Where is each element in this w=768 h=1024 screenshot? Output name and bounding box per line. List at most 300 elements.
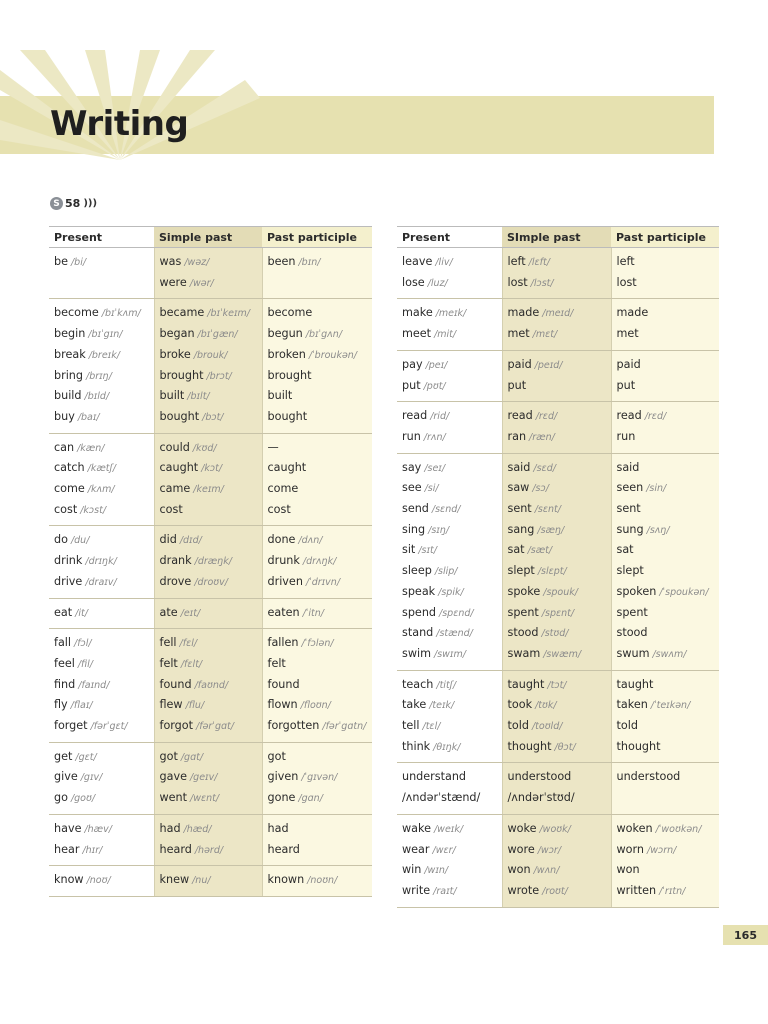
verb-line — [508, 644, 606, 665]
verb-form: sing — [402, 522, 426, 536]
verb-line — [402, 458, 497, 479]
verb-line — [617, 881, 715, 902]
verb-form: stood — [507, 626, 539, 640]
verb-form: was — [159, 255, 182, 268]
verb-line — [268, 675, 368, 696]
pronunciation: /keɪm/ — [193, 484, 224, 496]
verb-form: think — [402, 739, 431, 753]
verb-line — [508, 623, 606, 644]
pronunciation: /peɪd/ — [534, 359, 563, 371]
verb-form: build — [54, 389, 82, 403]
cell-past-participle — [611, 763, 719, 814]
verb-line — [402, 716, 497, 737]
verb-line — [508, 716, 606, 737]
verb-line — [402, 788, 497, 809]
verb-line — [54, 273, 149, 293]
verb-line — [402, 623, 497, 644]
verb-line — [160, 716, 257, 737]
verb-form: take — [402, 698, 427, 712]
pronunciation: /hərd/ — [194, 844, 224, 856]
cell-present — [397, 299, 502, 350]
verb-form: written — [616, 883, 657, 897]
verb-form: began — [159, 327, 195, 341]
cell-simple-past — [502, 670, 611, 763]
verb-line — [160, 303, 257, 324]
verb-line — [508, 499, 606, 520]
verb-form: told — [507, 719, 529, 733]
verb-form: took — [507, 698, 533, 712]
pronunciation: /wɛr/ — [432, 844, 456, 856]
pronunciation: /sɛnd/ — [431, 504, 461, 516]
verb-form: been — [267, 255, 296, 268]
verb-form: break — [54, 347, 86, 361]
verb-form: taught — [616, 677, 654, 691]
verb-form: stood — [616, 626, 648, 640]
pronunciation: /ˈfɔlən/ — [301, 638, 334, 650]
verb-form: lost — [616, 275, 637, 289]
verb-form: taken — [616, 698, 648, 712]
pronunciation: /fil/ — [77, 658, 94, 670]
verb-line — [268, 273, 368, 293]
pronunciation: /slip/ — [434, 566, 458, 578]
verb-form: drink — [54, 554, 83, 568]
verb-line — [402, 376, 497, 397]
verb-line — [508, 695, 606, 716]
verb-form: driven — [267, 574, 303, 588]
verb-form: forgotten — [267, 719, 320, 733]
cell-simple-past — [154, 433, 262, 526]
pronunciation: /fərˈgɑt/ — [196, 721, 234, 733]
pronunciation: /kætʃ/ — [87, 463, 116, 475]
pronunciation: /noʊn/ — [307, 875, 338, 887]
verb-form: were — [159, 275, 187, 289]
verb-line — [268, 458, 368, 479]
verb-form: done — [267, 533, 296, 547]
verb-line — [160, 551, 257, 572]
verb-line — [54, 603, 149, 624]
verb-line — [617, 427, 715, 448]
verb-form: gone — [267, 791, 296, 805]
verb-line — [617, 603, 715, 624]
verb-line — [268, 479, 368, 500]
pronunciation: /rid/ — [430, 411, 450, 423]
verb-line — [160, 767, 257, 788]
verb-form: drank — [159, 554, 192, 568]
cell-present — [49, 248, 154, 299]
sound-waves-icon: ))) — [83, 198, 98, 209]
pronunciation: /sɛnt/ — [534, 504, 561, 516]
verb-line — [508, 427, 606, 448]
verb-form: sang — [507, 522, 535, 536]
pronunciation: /wɛnt/ — [190, 793, 220, 805]
verb-line — [54, 407, 149, 428]
pronunciation: /wər/ — [189, 277, 214, 289]
pronunciation: /bɔt/ — [202, 411, 224, 423]
verb-form: get — [54, 749, 73, 763]
verb-line — [402, 644, 497, 665]
verb-form: paid — [616, 357, 641, 371]
pronunciation: /spɛnd/ — [439, 607, 474, 619]
verb-line — [402, 520, 497, 541]
verb-line — [160, 788, 257, 809]
verb-form: wore — [507, 842, 535, 856]
verb-form: — — [267, 440, 279, 454]
verb-line — [268, 303, 368, 324]
verb-line — [402, 603, 497, 624]
verb-form: see — [402, 481, 422, 495]
cell-present — [397, 670, 502, 763]
verb-line — [402, 819, 497, 840]
verb-line — [160, 324, 257, 345]
cell-present — [49, 866, 154, 897]
verb-line — [402, 499, 497, 520]
verb-line — [402, 561, 497, 582]
pronunciation: /meɪk/ — [435, 308, 467, 320]
verb-line — [617, 303, 715, 324]
verb-line — [268, 252, 368, 273]
verb-form: understood — [507, 770, 572, 784]
verb-form: swim — [402, 646, 431, 660]
pronunciation: /seɪ/ — [424, 462, 446, 474]
pronunciation: /meɪd/ — [542, 308, 574, 320]
verb-form: run — [616, 429, 636, 443]
verb-line — [268, 840, 368, 861]
pronunciation: /fərˈgɑtn/ — [322, 721, 367, 733]
verb-line — [160, 603, 257, 624]
pronunciation: /kæn/ — [77, 442, 105, 454]
verb-line — [508, 561, 606, 582]
pronunciation: /wɔrn/ — [647, 844, 677, 856]
verb-line — [268, 551, 368, 572]
verb-form: met — [507, 327, 530, 341]
pronunciation: /ˈwoʊkən/ — [655, 823, 702, 835]
verb-line — [617, 520, 715, 541]
verb-form: lost — [507, 275, 528, 289]
verb-group-row — [49, 742, 372, 814]
cell-past-participle — [262, 526, 372, 598]
verb-form: say — [402, 460, 422, 474]
verb-group-row — [397, 350, 719, 401]
verb-form: ran — [507, 429, 527, 443]
cell-present — [49, 598, 154, 629]
verb-form: heard — [267, 842, 300, 856]
verb-line — [508, 376, 606, 397]
pronunciation: /sæt/ — [527, 545, 553, 557]
pronunciation: /raɪt/ — [433, 885, 457, 897]
verb-form: stand — [402, 626, 434, 640]
verb-form: spent — [507, 605, 539, 619]
verb-form: go — [54, 791, 68, 805]
verb-form: felt — [159, 656, 178, 670]
verb-line — [617, 675, 715, 696]
pronunciation: /fɔl/ — [74, 638, 92, 650]
cell-past-participle — [262, 866, 372, 897]
pronunciation: /stʊd/ — [541, 628, 569, 640]
verb-form: gave — [159, 770, 187, 784]
verb-form: drunk — [267, 554, 300, 568]
verb-line — [54, 767, 149, 788]
cell-present — [397, 814, 502, 907]
verb-form: send — [402, 502, 429, 516]
verb-form: drive — [54, 574, 83, 588]
pronunciation: /tʊk/ — [535, 700, 557, 712]
verb-form: became — [159, 306, 205, 320]
pronunciation: /fərˈgɛt/ — [90, 721, 128, 733]
verb-line — [268, 345, 368, 366]
verb-form: had — [267, 821, 289, 835]
verb-line — [402, 478, 497, 499]
verb-line — [54, 840, 149, 861]
verb-line — [268, 366, 368, 387]
verb-form: got — [267, 749, 286, 763]
verb-form: be — [54, 255, 68, 268]
verb-line — [508, 273, 606, 294]
verb-form: forget — [54, 719, 88, 733]
cell-simple-past — [154, 299, 262, 433]
verb-line — [54, 654, 149, 675]
pronunciation: /ˈgɪvən/ — [301, 772, 338, 784]
verb-form: heard — [159, 842, 192, 856]
pronunciation: /titʃ/ — [436, 679, 457, 691]
verb-form: do — [54, 533, 68, 547]
verb-line — [508, 819, 606, 840]
verb-form: spoke — [507, 584, 541, 598]
pronunciation: /sɪŋ/ — [428, 524, 450, 536]
verb-form: put — [402, 378, 421, 392]
verb-form: begun — [267, 327, 303, 341]
verb-form: knew — [159, 873, 190, 887]
pronunciation: /wəz/ — [184, 257, 210, 268]
verb-line — [160, 500, 257, 521]
verb-line — [508, 675, 606, 696]
pronunciation: /brouk/ — [193, 349, 228, 361]
verb-line — [268, 788, 368, 809]
audio-track-indicator[interactable] — [50, 197, 97, 210]
verb-form: said — [616, 460, 640, 474]
verb-line — [268, 386, 368, 407]
verb-group-row — [49, 598, 372, 629]
verb-line — [268, 716, 368, 737]
verb-line — [617, 273, 715, 294]
verb-group-row — [49, 866, 372, 897]
pronunciation: /spik/ — [438, 586, 464, 598]
cell-present — [397, 453, 502, 670]
pronunciation: /geɪv/ — [189, 772, 218, 784]
verb-form: win — [402, 863, 422, 877]
pronunciation: /ˈitn/ — [302, 607, 325, 619]
verb-form: ate — [159, 605, 178, 619]
cell-past-participle — [262, 629, 372, 743]
verb-line — [54, 386, 149, 407]
pronunciation: /peɪ/ — [425, 359, 448, 371]
verb-line — [617, 376, 715, 397]
pronunciation: /ræn/ — [529, 431, 555, 443]
verb-form: put — [616, 378, 636, 392]
verb-form: went — [159, 791, 188, 805]
pronunciation: /draɪv/ — [85, 576, 117, 588]
verb-line — [54, 870, 149, 891]
pronunciation: /bɪlt/ — [187, 391, 210, 403]
audio-disc-icon: S — [50, 197, 63, 210]
verb-line — [268, 767, 368, 788]
verb-form: built — [159, 389, 185, 403]
verb-line — [160, 572, 257, 593]
column-header-present: Present — [49, 227, 154, 248]
cell-simple-past — [502, 248, 611, 299]
pronunciation: /lɔst/ — [530, 277, 554, 289]
verb-form: swam — [507, 646, 541, 660]
verb-line — [54, 633, 149, 654]
verb-line — [508, 303, 606, 324]
verb-line — [160, 438, 257, 459]
pronunciation: /nu/ — [192, 875, 211, 887]
verb-line — [268, 695, 368, 716]
verb-table-left — [49, 226, 372, 897]
verb-line — [54, 479, 149, 500]
verb-line — [402, 273, 497, 294]
pronunciation: /wɔr/ — [537, 844, 562, 856]
pronunciation: /du/ — [70, 535, 90, 547]
verb-line — [54, 500, 149, 521]
pronunciation: /breɪk/ — [88, 349, 120, 361]
verb-form: could — [159, 440, 190, 454]
cell-simple-past — [502, 453, 611, 670]
pronunciation: /kʌm/ — [87, 484, 115, 496]
verb-group-row — [49, 629, 372, 743]
verb-line — [54, 458, 149, 479]
cell-simple-past — [154, 526, 262, 598]
verb-line — [402, 881, 497, 902]
verb-form: give — [54, 770, 78, 784]
pronunciation: /bɪˈgɪn/ — [88, 329, 123, 341]
pronunciation: /sɛd/ — [533, 462, 556, 474]
verb-table-right — [397, 226, 719, 908]
verb-line — [268, 438, 368, 459]
pronunciation: /baɪ/ — [77, 411, 100, 423]
verb-form: wake — [402, 821, 431, 835]
verb-line — [617, 324, 715, 345]
verb-line — [617, 737, 715, 758]
verb-line — [160, 530, 257, 551]
verb-form: read — [616, 409, 642, 423]
verb-form: flew — [159, 698, 183, 712]
verb-line — [617, 478, 715, 499]
pronunciation: /goʊ/ — [70, 793, 96, 805]
verb-line — [54, 438, 149, 459]
verb-line — [617, 644, 715, 665]
verb-line — [54, 747, 149, 768]
verb-line — [268, 654, 368, 675]
verb-line — [508, 324, 606, 345]
verb-form: swum — [616, 646, 650, 660]
verb-form: drove — [159, 574, 192, 588]
verb-line — [508, 840, 606, 861]
verb-form: have — [54, 821, 82, 835]
cell-past-participle — [262, 433, 372, 526]
verb-form: spent — [616, 605, 648, 619]
verb-form: cost — [54, 502, 78, 516]
verb-line — [54, 675, 149, 696]
pronunciation: /kɔt/ — [201, 463, 223, 475]
pronunciation: /dɪd/ — [179, 535, 202, 547]
verb-line — [160, 458, 257, 479]
verb-line — [160, 479, 257, 500]
pronunciation: /ˈspoukən/ — [659, 586, 709, 598]
verb-form: sleep — [402, 564, 432, 578]
verb-form: saw — [507, 481, 530, 495]
verb-form: make — [402, 306, 433, 320]
cell-present — [49, 299, 154, 433]
verb-form: forgot — [159, 719, 194, 733]
verb-form: feel — [54, 656, 75, 670]
pronunciation: /faʊnd/ — [194, 679, 229, 691]
pronunciation: /roʊt/ — [542, 885, 568, 897]
verb-form: fall — [54, 636, 72, 650]
column-header-past-participle: Past participle — [262, 227, 372, 248]
pronunciation: /sɪt/ — [418, 545, 437, 557]
verb-form: bought — [159, 409, 200, 423]
pronunciation: /spɛnt/ — [541, 607, 575, 619]
cell-past-participle — [611, 453, 719, 670]
pronunciation: /pʊt/ — [423, 380, 446, 392]
pronunciation: /gɛt/ — [75, 751, 97, 763]
cell-present — [397, 763, 502, 814]
verb-line — [160, 273, 257, 294]
verb-form: put — [507, 378, 527, 392]
verb-line — [508, 252, 606, 273]
verb-form: eat — [54, 605, 73, 619]
verb-form: wrote — [507, 883, 540, 897]
column-header-simple-past: Simple past — [154, 227, 262, 248]
verb-form: eaten — [267, 605, 300, 619]
verb-form: can — [54, 440, 75, 454]
pronunciation: /dʌn/ — [298, 535, 323, 547]
verb-line — [508, 458, 606, 479]
verb-line — [268, 870, 368, 891]
verb-form: taught — [507, 677, 545, 691]
verb-form: sung — [616, 522, 644, 536]
pronunciation: /drɪŋk/ — [85, 556, 117, 568]
verb-line — [160, 252, 257, 273]
verb-form: catch — [54, 461, 85, 475]
verb-form: made — [616, 306, 649, 320]
verb-line — [402, 406, 497, 427]
verb-form: spoken — [616, 584, 657, 598]
verb-form: brought — [267, 368, 312, 382]
cell-past-participle — [611, 402, 719, 453]
verb-line — [508, 860, 606, 881]
pronunciation: /kʊd/ — [192, 442, 217, 454]
verb-line — [508, 540, 606, 561]
verb-form: sat — [507, 543, 525, 557]
verb-line — [617, 582, 715, 603]
pronunciation: /gɪv/ — [80, 772, 103, 784]
cell-simple-past — [502, 299, 611, 350]
verb-form: sit — [402, 543, 416, 557]
verb-form: slept — [616, 564, 644, 578]
cell-simple-past — [502, 814, 611, 907]
verb-form: understand — [402, 770, 467, 784]
verb-form: read — [402, 409, 428, 423]
verb-line — [402, 675, 497, 696]
pronunciation: /weɪk/ — [433, 823, 464, 835]
verb-line — [54, 345, 149, 366]
verb-form: tell — [402, 719, 420, 733]
pronunciation: /eɪt/ — [180, 607, 201, 619]
pronunciation: /stænd/ — [436, 628, 473, 640]
verb-form: found — [159, 677, 192, 691]
pronunciation: /bɪˈkeɪm/ — [207, 308, 250, 320]
